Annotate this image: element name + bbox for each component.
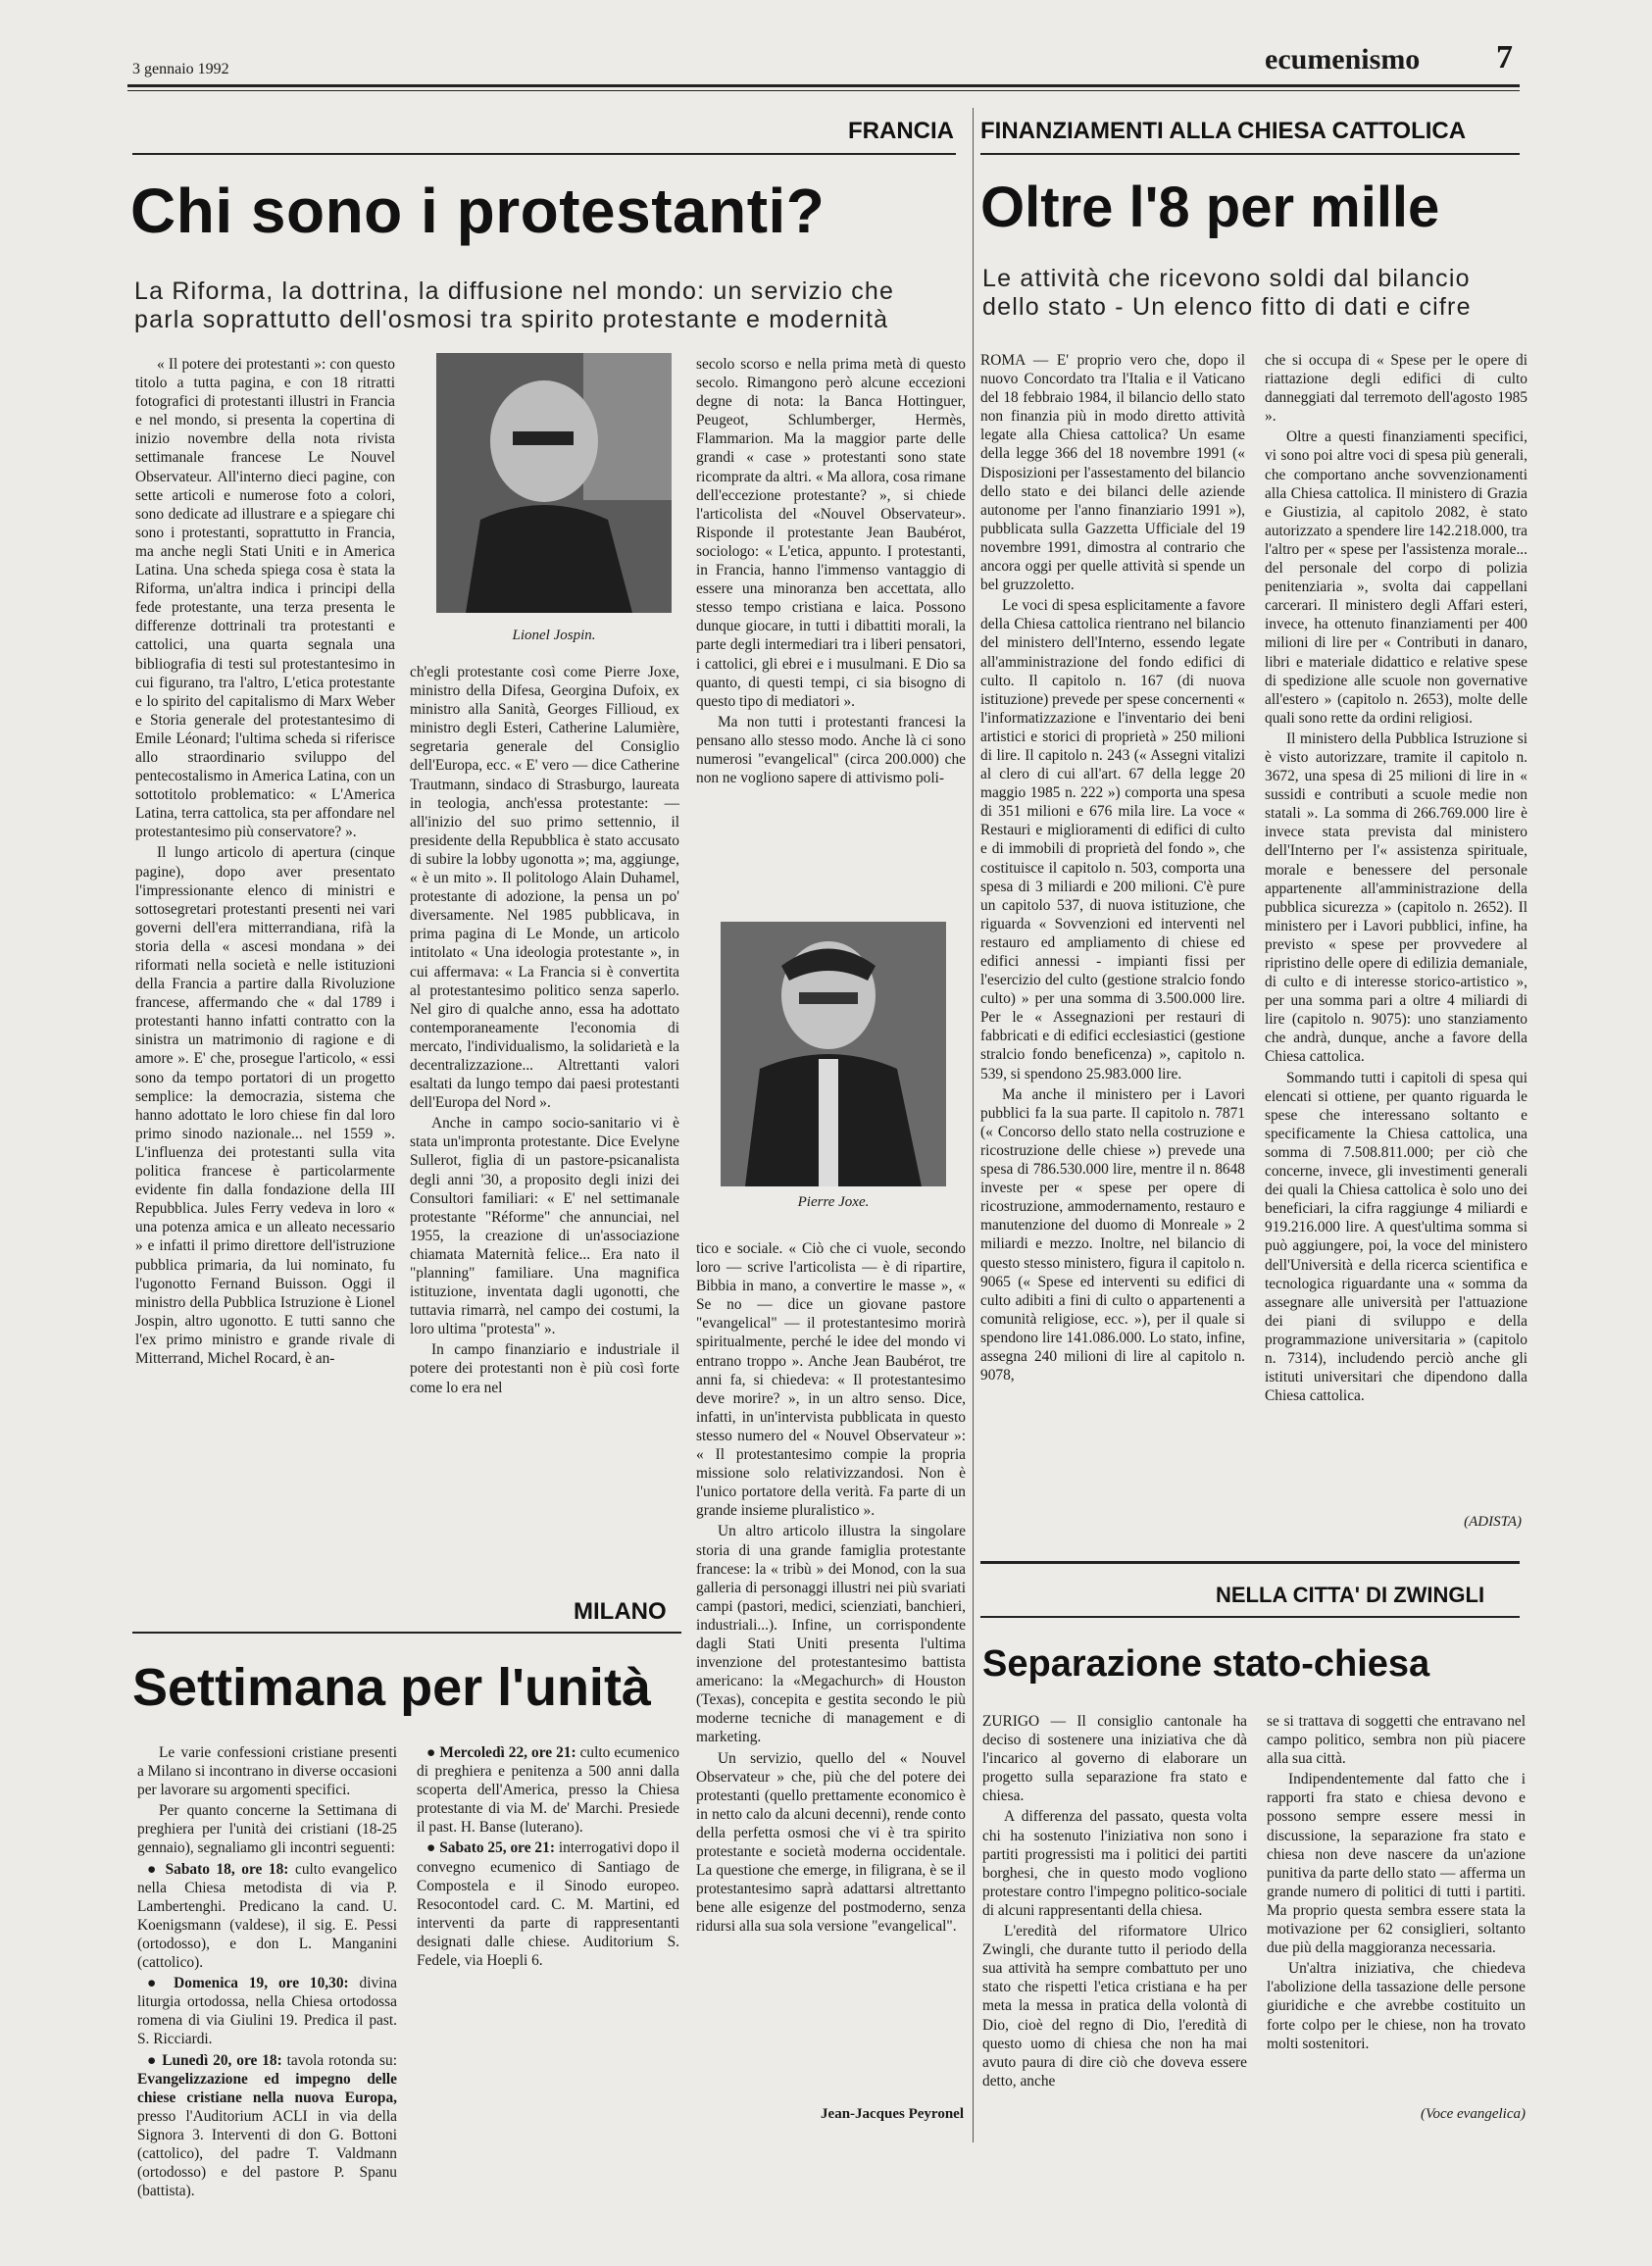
paragraph: Oltre a questi finanziamenti specifici, vi sono poi altre voci di spesa più generali, che comportano anche sovvenzionamenti alla Chiesa cattolica. Il ministero di Grazia e Giustizia, al capitolo 2082, è stato autorizzato a spendere lire 142.218.000, tra l'altro per « spese per l'assistenza morale... del personale del corpo di polizia penitenziaria », svolta dai cappellani carcerari. Il ministero degli Affari esteri, invece, ha ottenuto finanziamenti per 400 milioni di lire per « Contributi in danaro, libri e materiale didattico e relative spese di spedizione alle scuole non governative all'estero » (capitolo n. 2653), molte delle quali sono rette da ordini religiosi. xyxy=(1265,428,1527,727)
signature-voce-evangelica: (Voce evangelica) xyxy=(1420,2106,1526,2122)
event-label: Domenica 19, ore 10,30: xyxy=(174,1975,349,1992)
event-item: ● Sabato 18, ore 18: culto evangelico nella Chiesa metodista di via P. Lambertenghi. Predicano la cand. U. Koenigsmann (valdese), il sig. E. Pessi (ortodosso), e don L. Manganini (cattolico). xyxy=(137,1860,397,1972)
article-title: Chi sono i protestanti? xyxy=(130,176,826,246)
header-date: 3 gennaio 1992 xyxy=(132,61,229,77)
paragraph: L'eredità del riformatore Ulrico Zwingli, che durante tutto il periodo della sua attività ha sempre combattuto per uno stato che rispetti l'etica cristiana e ha per meta la messa in pratica della volontà di Dio, cioè del regno di Dio, l'eredità di questo uomo di chiesa che non ha mai avuto paura di dire ciò che doveva essere detto, anche xyxy=(982,1923,1247,2090)
event-text: presso l'Auditorium ACLI in via della Signora 3. Interventi di don G. Bottoni (cattolico), del padre T. Valdmann (ortodosso) e del pastore P. Spanu (battista). xyxy=(137,2107,397,2200)
paragraph: che si occupa di « Spese per le opere di riattazione degli edifici di culto danneggiati dal terremoto dell'agosto 1985 ». xyxy=(1265,352,1527,426)
kicker-rule-right xyxy=(980,153,1520,155)
page-number: 7 xyxy=(1496,39,1513,76)
zwingli-column-1 xyxy=(982,1712,1247,2124)
paragraph: Il ministero della Pubblica Istruzione si è visto autorizzare, tramite il capitolo n. 3672, una spesa di 25 milioni di lire in « sussidi e contributi a scuole medie non statali ». La somma di 266.769.000 lire è invece stata prevista dal ministero dell'Interno per l'« assistenza spirituale, morale e benessere del personale appartenente all'amministrazione della pubblica sicurezza » (capitolo n. 2652). Il ministero per i Lavori pubblici, infine, ha previsto « spese per provvedere al ripristino delle opere di edilizia demaniale, di culto e di interesse storico-artistico », per una somma pari a oltre 4 miliardi di lire (capitolo n. 9075): uno stanziamento che andrà, dunque, anche a favore della Chiesa cattolica. xyxy=(1265,730,1527,1066)
signature-peyronel: Jean-Jacques Peyronel xyxy=(821,2106,964,2122)
paragraph: ch'egli protestante così come Pierre Joxe, ministro della Difesa, Georgina Dufoix, ex ministro alla Sanità, Georges Fillioud, ex ministro degli Esteri, Catherine Lalumière, segretaria generale del Consiglio dell'Europa, ecc. « E' vero — dice Catherine Trautmann, sindaco di Strasburgo, laureata in teologia, anch'essa protestante: — all'inizio del suo primo settennio, il presidente della Repubblica è stato accusato di subire la lobby ugonotta »; ma, aggiunge, « è un mito ». Il politologo Alain Duhamel, protestante di adozione, la pensa un po' diversamente. Nel 1985 pubblicava, in prima pagina di Le Monde, un articolo intitolato « Una ideologia protestante », in cui affermava: « La Francia si è convertita al protestantesimo politico senza saperlo. Nel giro di qualche anno, essa ha adottato contemporaneamente l'economia di mercato, l'individualismo, la solidarietà e la decentralizzazione... Altrettanti valori esaltati da lungo tempo dai paesi protestanti dell'Europa del Nord ». xyxy=(410,664,679,1112)
paragraph: Indipendentemente dal fatto che i rapporti fra stato e chiesa devono e possono sempre essere messi in discussione, la separazione fra stato e chiesa non deve nascere da un'azione punitiva da parte dello stato — afferma un grande numero di politici di tutti i partiti. Ma proprio questa sembra essere stata la motivazione per 62 consiglieri, soltanto due più della maggioranza necessaria. xyxy=(1267,1771,1526,1957)
article-title: Separazione stato-chiesa xyxy=(982,1643,1430,1685)
zwingli-top-rule xyxy=(980,1561,1520,1564)
article-subtitle-1: La Riforma, la dottrina, la diffusione nel mondo: un servizio che xyxy=(134,277,895,305)
paragraph: Per quanto concerne la Settimana di preghiera per l'unità dei cristiani (18-25 gennaio), segnaliamo gli incontri seguenti: xyxy=(137,1802,397,1857)
column-divider xyxy=(973,108,974,2142)
paragraph: Sommando tutti i capitoli di spesa qui elencati si ottiene, per quanto riguarda le spese che interessano soltanto e specificamente la Chiesa cattolica, una somma di 7.508.811.000; per ciò che concerne, invece, gli investimenti generali dei quali la Chiesa cattolica è solo uno dei beneficiari, la cifra raggiunge 4 miliardi e 919.216.000 lire. A quest'ultima somma si può aggiungere, poi, la voce del ministero dell'Università e della ricerca scientifica e tecnologica riguardante una « somma da assegnare alle università per l'attuazione dei piani di sviluppo e della programmazione universitaria » (capitolo n. 7314), includendo perciò anche gli istituti universitari che dipendono dalla Chiesa cattolica. xyxy=(1265,1069,1527,1405)
paragraph: Un servizio, quello del « Nouvel Observateur » che, più che del potere dei protestanti (quello prettamente economico è in netto calo da alcuni decenni), rende conto della perfetta osmosi che vi è tra spirito protestante e società moderna occidentale. La questione che emerge, in filigrana, è se il protestantesimo saprà adattarsi altrettanto bene alle esigenze del postmoderno, senza ridursi alla sua sola versione "evangelical". xyxy=(696,1749,966,1936)
header-rule-thin xyxy=(127,90,1520,91)
paragraph: Ma anche il ministero per i Lavori pubblici fa la sua parte. Il capitolo n. 7871 (« Concorso dello stato nella costruzione e ricostruzione delle chiese ») prevede una spesa di 786.530.000 lire, mentre il n. 8648 investe per « spese per opere di ricostruzione, ammodernamento, restauro e manutenzione del duomo di Monreale » 2 miliardi e mezzo. Inoltre, nel bilancio di questo stesso ministero, figura il capitolo n. 9065 (« Spese ed interventi su edifici di culto adibiti a fini di culto o appartenenti a comunità religiose, ecc. »), per il quale si spendono lire 141.086.000. Lo stato, infine, assegna 240 milioni di lire al capitolo n. 9078, xyxy=(980,1085,1245,1385)
paragraph: Anche in campo socio-sanitario vi è stata un'impronta protestante. Dice Evelyne Sullerot, figlia di un pastore-psicanalista degli anni '30, a proposito degli inizi dei Consultori familiari: « E' nel settimanale protestante "Réforme" che annunciai, nel 1955, la creazione di un'associazione chiamata Maternità felice... Era nato il "planning" familiare. Una magnifica istituzione, inventata dagli ugonotti, che tuttavia rimarrà, nel campo dei costumi, la loro ultima "protesta" ». xyxy=(410,1115,679,1338)
event-item: ● Domenica 19, ore 10,30: divina liturgia ortodossa, nella Chiesa ortodossa romena di via Giulini 19. Predica il past. S. Ricciardi. xyxy=(137,1975,397,2048)
protestanti-column-3b xyxy=(696,1239,966,2098)
signature-adista: (ADISTA) xyxy=(1464,1514,1522,1530)
paragraph: ROMA — E' proprio vero che, dopo il nuovo Concordato tra l'Italia e il Vaticano del 18 febbraio 1984, il bilancio dello stato non finanzia più in modo diretto attività legate alla Chiesa cattolica? Un esame della legge 366 del 18 novembre 1991 (« Disposizioni per l'assestamento del bilancio dello stato e dei bilanci delle aziende autonome per l'anno finanziario 1991 »), pubblicata sulla Gazzetta Ufficiale del 19 novembre 1991, dimostra al contrario che ancora oggi per quelle attività si spende un bel gruzzoletto. xyxy=(980,352,1245,594)
paragraph: « Il potere dei protestanti »: con questo titolo a tutta pagina, e con 18 ritratti fotografici di protestanti illustri in Francia e nel mondo, si presenta la copertina di inizio novembre della nota rivista settimanale francese Le Nouvel Observateur. All'interno dieci pagine, con sette articoli e numerose foto a colori, sono dedicate ad illustrare e a spiegare chi sono i protestanti, soprattutto in Francia, ma anche negli Stati Uniti e in America Latina. Una scheda spiega cosa è stata la Riforma, un'altra indica i principi della fede protestante, una terza presenta le differenze dottrinali tra protestanti e cattolici, una quarta segnala una bibliografia di testi sul protestantesimo in cui figurano, tra l'altro, L'etica protestante e lo spirito del capitalismo di Marx Weber e Storia generale del protestantesimo di Emile Léonard; l'ultima scheda si riferisce allo straordinario sviluppo del pentecostalismo in America Latina, con un sottotitolo problematico: « L'America Latina, terra cattolica, sta per affondare nel protestantesimo più conservatore? ». xyxy=(135,356,395,841)
kicker-milano: MILANO xyxy=(574,1598,667,1625)
zwingli-kicker-rule xyxy=(980,1616,1520,1618)
paragraph: Un'altra iniziativa, che chiedeva l'abolizione della tassazione delle persone giuridiche e che avrebbe costituito un forte colpo per le chiese, non ha trovato molti sostenitori. xyxy=(1267,1960,1526,2052)
paragraph: tico e sociale. « Ciò che ci vuole, secondo loro — scrive l'articolista — è di ripartire, Bibbia in mano, a convertire le masse », « Se no — dice un giovane pastore "evangelical" — il protestantesimo morirà spiritualmente, perché le idee del mondo vi entrano troppo ». Anche Jean Baubérot, tre anni fa, si chiedeva: « Il protestantesimo deve morire? », in un altro senso. Dice, infatti, in un'intervista pubblicata in questo stesso numero del « Nouvel Observateur »: « Il protestantesimo compie la propria missione solo relativizzandosi. Non è l'unico portatore della verità. Fa parte di un grande insieme pluralistico ». xyxy=(696,1240,966,1520)
article-subtitle-2: dello stato - Un elenco fitto di dati e cifre xyxy=(982,293,1472,321)
event-text: culto ecumenico di preghiera e penitenza a 500 anni dalla scoperta dell'America, presso la Chiesa protestante di via M. de' Marchi. Presiede il past. H. Banse (luterano). xyxy=(417,1744,679,1837)
event-topic: Evangelizzazione ed impegno delle chiese cristiane nella nuova Europa, xyxy=(137,2070,397,2106)
milano-column-2 xyxy=(417,1743,679,2136)
event-label: Sabato 18, ore 18: xyxy=(165,1860,289,1878)
header-section: ecumenismo xyxy=(1265,43,1421,76)
ottopermille-column-1 xyxy=(980,351,1245,1539)
article-subtitle-2: parla soprattutto dell'osmosi tra spirito protestante e modernità xyxy=(134,306,889,333)
milano-column-1 xyxy=(137,1743,397,2200)
paragraph: In campo finanziario e industriale il potere dei protestanti non è più così forte come lo era nel xyxy=(410,1341,679,1396)
event-label: Sabato 25, ore 21: xyxy=(439,1839,555,1857)
ottopermille-column-2 xyxy=(1265,351,1527,1506)
event-label: Lunedì 20, ore 18: xyxy=(162,2051,282,2069)
article-title: Settimana per l'unità xyxy=(132,1658,651,1717)
kicker-zwingli: NELLA CITTA' DI ZWINGLI xyxy=(1216,1583,1485,1607)
event-item: ● Mercoledì 22, ore 21: culto ecumenico di preghiera e penitenza a 500 anni dalla scoperta dell'America, presso la Chiesa protestante di via M. de' Marchi. Presiede il past. H. Banse (luterano). xyxy=(417,1744,679,1837)
event-text: interrogativi dopo il convegno ecumenico di Santiago de Compostela e il Sinodo europeo. Resocontodel card. C. M. Martini, ed interventi da parte di rappresentanti designati dalle chiese. Auditorium S. Fedele, via Hoepli 6. xyxy=(417,1839,679,1970)
event-item: ● Lunedì 20, ore 18: tavola rotonda su: Evangelizzazione ed impegno delle chiese cristiane nella nuova Europa, presso l'Auditorium ACLI in via della Signora 3. Interventi di don G. Bottoni (cattolico), del padre T. Valdmann (ortodosso) e del pastore P. Spanu (battista). xyxy=(137,2051,397,2200)
zwingli-column-2 xyxy=(1267,1712,1526,2104)
paragraph: se si trattava di soggetti che entravano nel campo politico, sembra non più piacere alla sua città. xyxy=(1267,1713,1526,1768)
kicker-finanziamenti: FINANZIAMENTI ALLA CHIESA CATTOLICA xyxy=(980,118,1467,144)
event-text: culto evangelico nella Chiesa metodista di via P. Lambertenghi. Predicano la cand. U. Koenigsmann (valdese), il sig. E. Pessi (ortodosso), e don L. Manganini (cattolico). xyxy=(137,1860,397,1972)
portrait-jospin-image xyxy=(436,353,672,613)
event-item: ● Sabato 25, ore 21: interrogativi dopo il convegno ecumenico di Santiago de Compostela e il Sinodo europeo. Resocontodel card. C. M. Martini, ed interventi da parte di rappresentanti designati dalle chiese. Auditorium S. Fedele, via Hoepli 6. xyxy=(417,1839,679,1970)
protestanti-column-1 xyxy=(135,355,395,1571)
kicker-francia: FRANCIA xyxy=(848,118,954,144)
protestanti-column-3a xyxy=(696,355,966,894)
event-text: divina liturgia ortodossa, nella Chiesa ortodossa romena di via Giulini 19. Predica il past. S. Ricciardi. xyxy=(137,1975,397,2048)
paragraph: Ma non tutti i protestanti francesi la pensano allo stesso modo. Anche là ci sono numerosi "evangelical" (circa 200.000) che non ne vogliono sapere di attivismo poli- xyxy=(696,713,966,787)
photo-pierre-joxe xyxy=(721,922,946,1186)
paragraph: A differenza del passato, questa volta chi ha sostenuto l'iniziativa non sono i partiti progressisti ma i politici dei partiti borghesi, che in questo modo vogliono protestare contro l'impegno politico-sociale di alcuni rappresentanti della chiesa. xyxy=(982,1808,1247,1919)
portrait-joxe-image xyxy=(721,922,946,1186)
article-subtitle-1: Le attività che ricevono soldi dal bilancio xyxy=(982,265,1471,292)
protestanti-column-2 xyxy=(410,663,679,1557)
event-text: tavola rotonda su: xyxy=(286,2051,397,2069)
paragraph: ZURIGO — Il consiglio cantonale ha deciso di sostenere una iniziativa che dà l'incarico al governo di elaborare un progetto sulla separazione fra stato e chiesa. xyxy=(982,1713,1247,1805)
photo-lionel-jospin xyxy=(436,353,672,613)
paragraph: Un altro articolo illustra la singolare storia di una grande famiglia protestante francese: la « tribù » dei Monod, con la sua galleria di personaggi illustri nei più svariati campi (pastori, medici, scienziati, banchieri, industriali...). Infine, un corrispondente dagli Stati Uniti presenta l'ultima invenzione del protestantesimo battista americano: la «Megachurch» di Houston (Texas), concepita e gestita secondo le più moderne tecniche di management e di marketing. xyxy=(696,1523,966,1746)
paragraph: Il lungo articolo di apertura (cinque pagine), dopo aver presentato l'impressionante elenco di ministri e sottosegretari protestanti presenti nei vari governi dell'era mitterrandiana, rifà la storia della « ascesi mondana » dei riformati nella società e nelle istituzioni della Francia a partire dalla Rivoluzione francese, affermando che « dal 1789 i protestanti hanno infatti contratto con la sinistra un matrimonio di ragione e di amore ». E' che, prosegue l'articolo, « essi sono da tempo portatori di un progetto semplice: la democrazia, sistema che hanno adottato le loro chiese fin dal loro primo sinodo nazionale... nel 1559 ». L'influenza dei protestanti sulla vita politica francese è particolarmente evidente fin dalla fondazione della III Repubblica. Jules Ferry vedeva in loro « una potenza amica e un alleato necessario » e infatti il primo direttore dell'istruzione pubblica primaria, da lui nominato, fu l'ugonotto Fernand Buisson. Oggi il ministro della Pubblica Istruzione è Lionel Jospin, altro ugonotto. E tutti sanno che l'ex primo ministro e grande rivale di Mitterrand, Michel Rocard, è an- xyxy=(135,844,395,1367)
paragraph: Le varie confessioni cristiane presenti a Milano si incontrano in diverse occasioni per lavorare su argomenti specifici. xyxy=(137,1744,397,1799)
event-label: Mercoledì 22, ore 21: xyxy=(439,1744,576,1761)
paragraph: secolo scorso e nella prima metà di questo secolo. Rimangono però alcune eccezioni degne di nota: la Banca Hottinguer, Peugeot, Schlumberger, Hermès, Flammarion. Ma la maggior parte delle grandi « case » protestanti sono state ricomprate da altri. « Ma allora, cosa rimane dell'eccezione protestante? », si chiede l'articolista del «Nouvel Observateur». Risponde il protestante Jean Baubérot, sociologo: « L'etica, appunto. I protestanti, in Francia, hanno l'immenso vantaggio di essere una minoranza ben accettata, allo stesso tempo cristiana e laica. Possono dunque giocare, in tutti i dibattiti morali, la parte degli intermediari tra i liberi pensatori, i cattolici, gli ebrei e i musulmani. E Dio sa quanto, di questi tempi, ci sia bisogno di questo tipo di mediatori ». xyxy=(696,356,966,710)
photo-caption-jospin: Lionel Jospin. xyxy=(512,628,596,643)
kicker-rule-left xyxy=(132,153,956,155)
paragraph: Le voci di spesa esplicitamente a favore della Chiesa cattolica rientrano nel bilancio del ministero dell'Interno, essendo legate all'amministrazione del fondo edifici di culto. Il capitolo n. 167 (di nuova istituzione) prevede per spese concernenti « l'informatizzazione e l'inventario dei beni artistici e storici di proprietà » 250 milioni di lire. Il capitolo n. 243 (« Assegni vitalizi al clero di cui all'art. 67 della legge 20 maggio 1985 n. 222 ») comporta una spesa di 351 milioni e 676 mila lire. La voce « Restauri e miglioramenti di edifici di culto e di immobili di proprietà del fondo », che costituisce il capitolo n. 503, comporta una spesa di 3 miliardi e 200 milioni. C'è pure un capitolo 537, di nuova istituzione, che riguarda « Sovvenzioni ed interventi nel restauro ed ampliamento di chiese ed edifici annessi - impianti fissi per l'esercizio del culto (gestione stralcio fondo culto) » per una somma di 3.500.000 lire. Per le « Assegnazioni per restauri di fabbricati e di edifici ecclesiastici (gestione stralcio fondo beneficenza) », capitolo n. 539, si spendono 25.983.000 lire. xyxy=(980,597,1245,1083)
article-title: Oltre l'8 per mille xyxy=(980,176,1440,239)
photo-caption-joxe: Pierre Joxe. xyxy=(797,1194,870,1210)
milano-kicker-rule xyxy=(132,1632,681,1634)
header-rule xyxy=(127,84,1520,87)
